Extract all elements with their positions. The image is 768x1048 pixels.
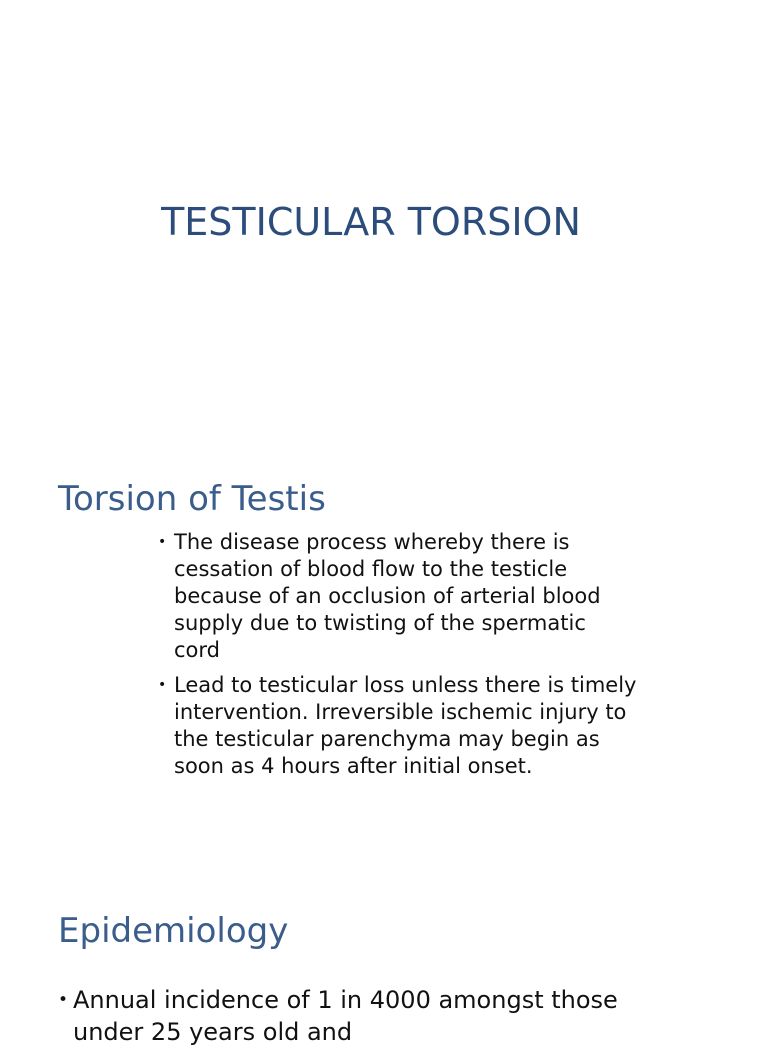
torsion-bullet-list bbox=[158, 529, 638, 788]
list-item-text: The disease process whereby there is cessation of blood flow to the testicle because of an occlusion of arterial blood supply due to twisting of the spermatic cord bbox=[174, 530, 601, 662]
section-heading-torsion: Torsion of Testis bbox=[58, 479, 326, 519]
bullet-icon: • bbox=[158, 534, 167, 550]
slide-title: TESTICULAR TORSION bbox=[161, 200, 581, 244]
bullet-icon: • bbox=[158, 677, 167, 693]
list-item bbox=[158, 529, 638, 664]
list-item-text: Lead to testicular loss unless there is timely intervention. Irreversible ischemic injury to the testicular parenchyma may begin as soon as 4 hours after initial onset. bbox=[174, 673, 637, 778]
section-heading-epidemiology: Epidemiology bbox=[58, 911, 289, 951]
epidemiology-bullet-list bbox=[58, 984, 678, 1048]
bullet-icon: • bbox=[58, 990, 69, 1010]
list-item bbox=[58, 984, 678, 1048]
list-item-text: Annual incidence of 1 in 4000 amongst those under 25 years old and bbox=[73, 986, 618, 1046]
list-item bbox=[158, 672, 638, 780]
